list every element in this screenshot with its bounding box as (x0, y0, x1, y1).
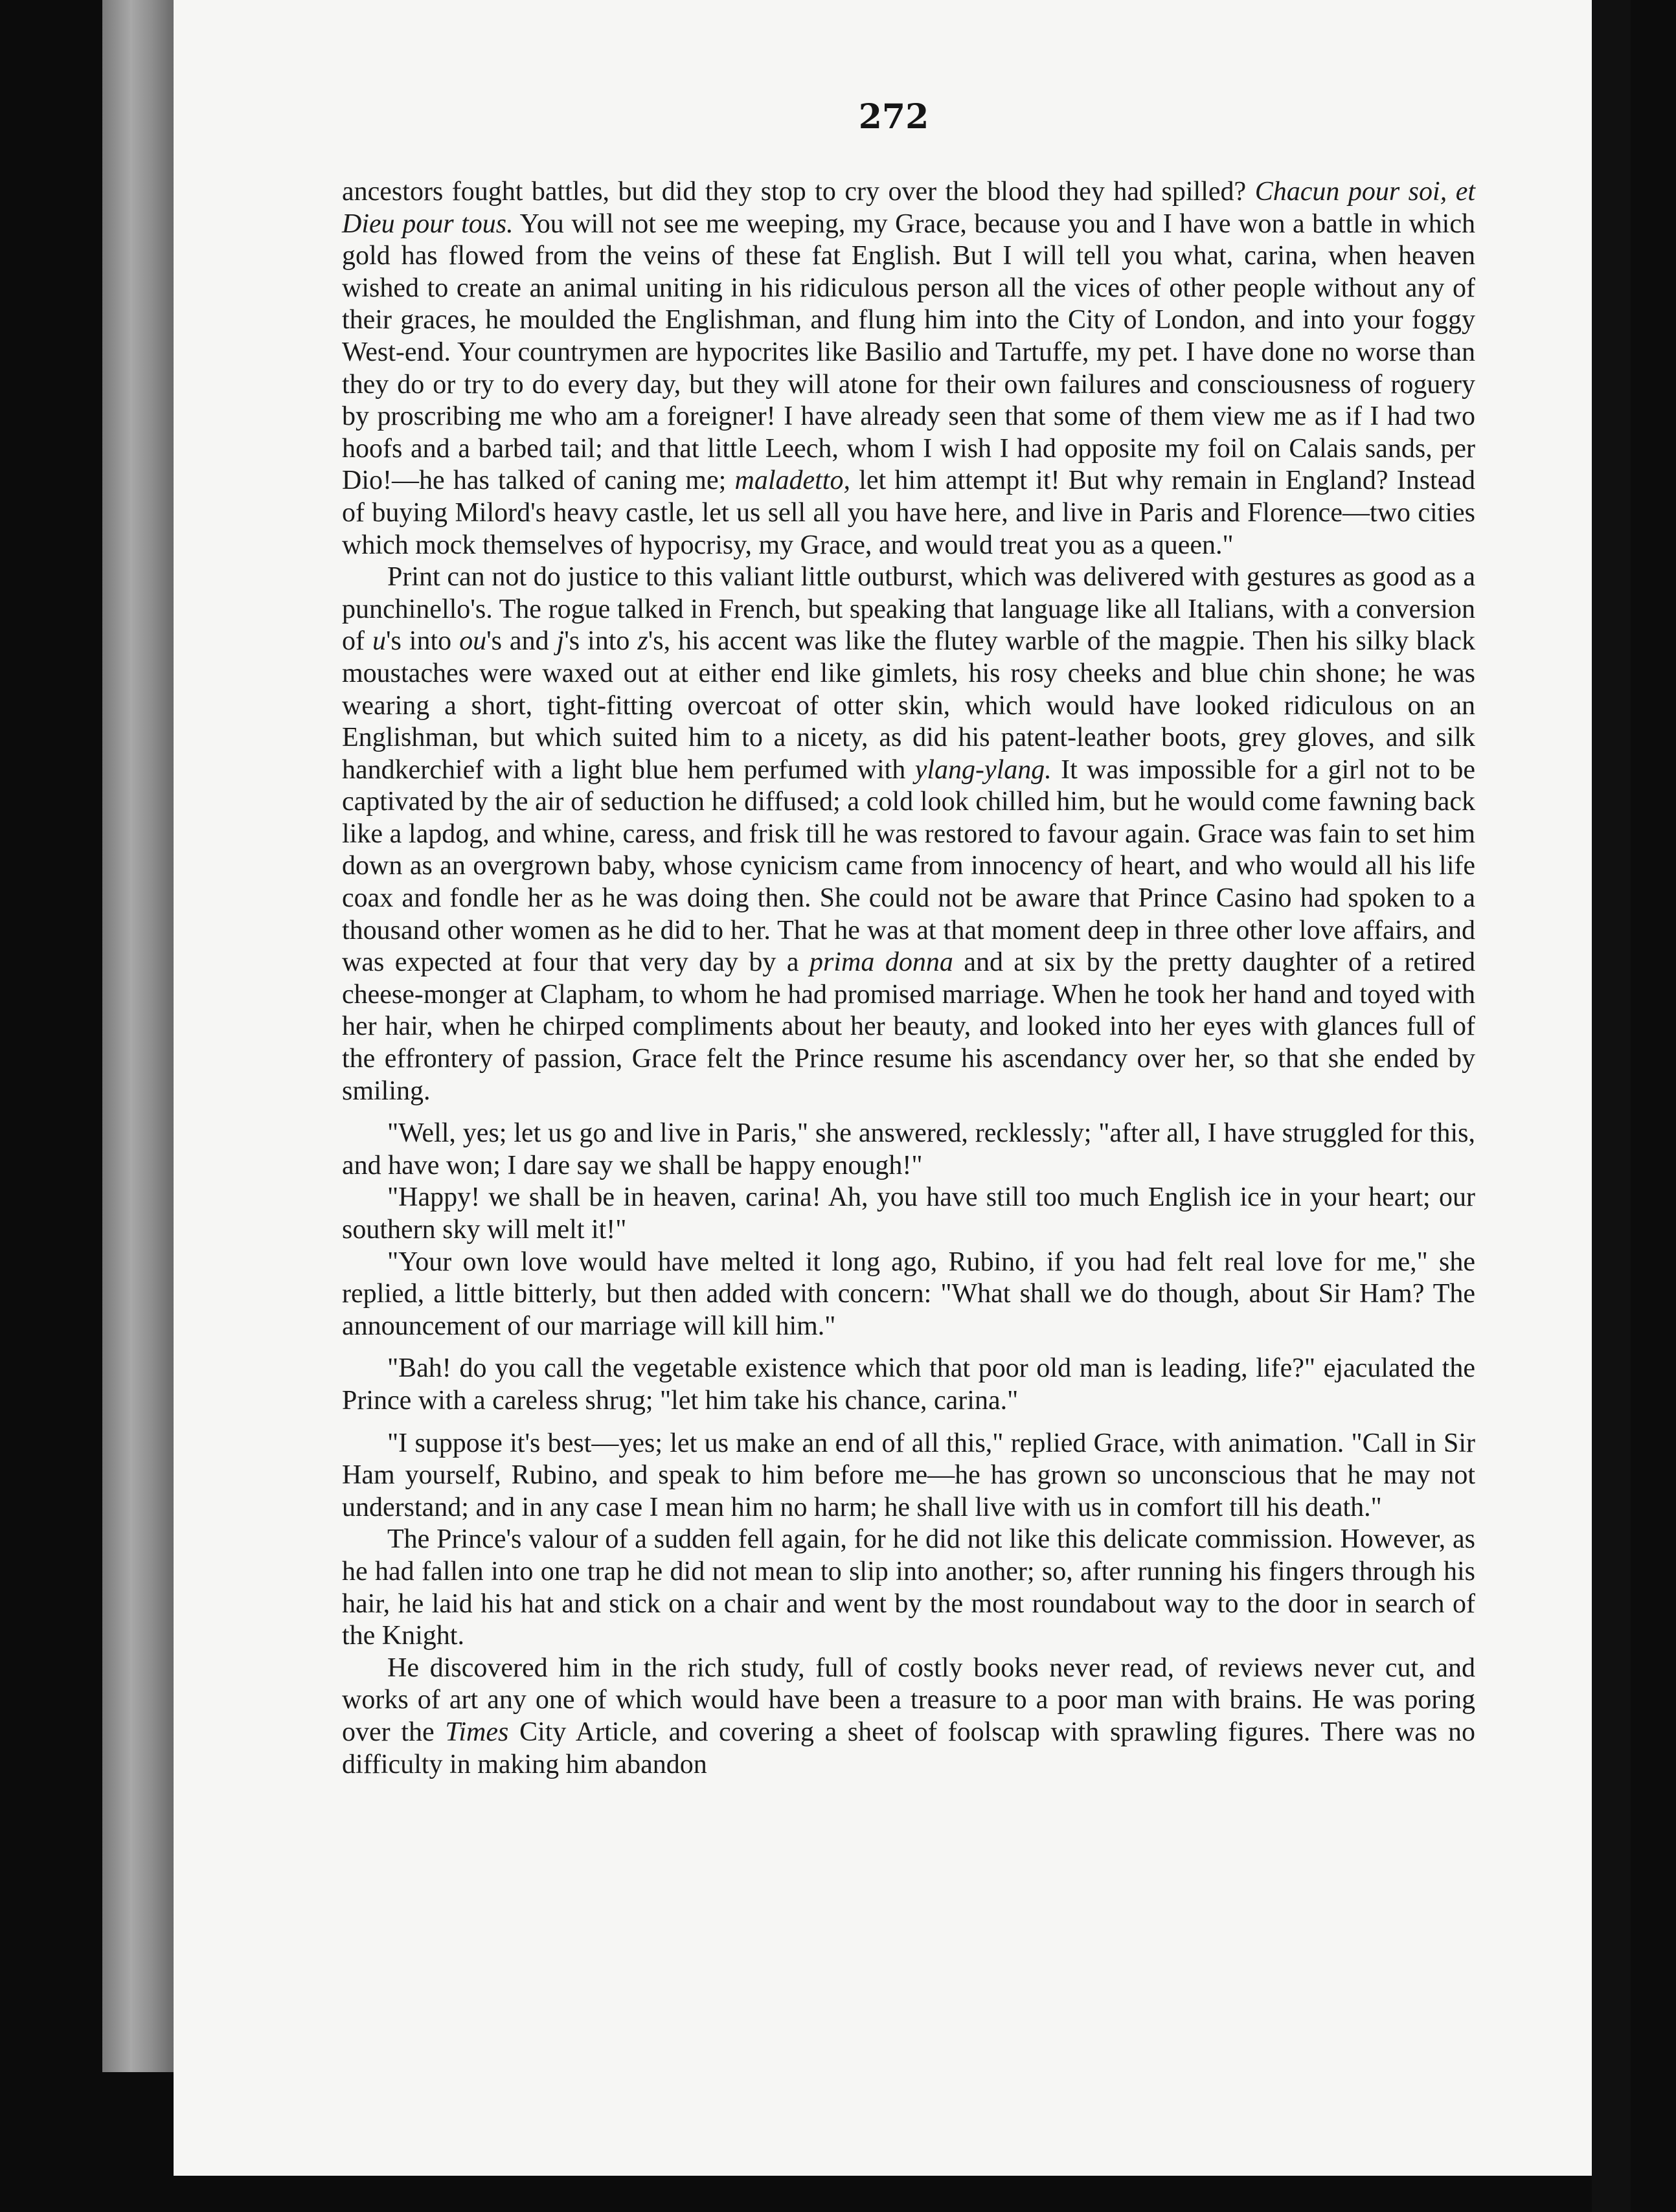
italic-text: z (637, 626, 648, 657)
paragraph (342, 1353, 1475, 1417)
facing-page-edge (1592, 0, 1631, 2212)
text-run: "Your own love would have melted it long ago, Rubino, if you had felt real love for me," she replied, a little bitterly, but then added with concern: "What shall we do though, about Sir Ham? The announcement of our marriage will kill him." (342, 1247, 1475, 1341)
paragraph (342, 1428, 1475, 1524)
italic-text: maladetto, (734, 466, 850, 496)
text-run: 's, his accent was like the flutey warble of the magpie. Then his silky black moustaches were waxed out at either end like gimlets, his rosy cheeks and blue chin shone; he was wearing a short, tight-fitting overcoat of otter skin, which would have looked ridiculous on an Englishman, but which suited him to a nicety, as did his patent-leather boots, grey gloves, and silk handkerchief with a light blue hem perfumed with (342, 626, 1476, 785)
text-run: let him attempt it! But why remain in England? Instead of buying Milord's heavy castle, let us sell all you have here, and live in Paris and Florence—two cities which mock themselves of hypocrisy, my Grace, and would treat you as a queen." (342, 466, 1476, 560)
paragraph (342, 1247, 1475, 1343)
paragraph (342, 1524, 1475, 1652)
body-text (342, 176, 1475, 1781)
text-run: It was impossible for a girl not to be captivated by the air of seduction he diffused; a cold look chilled him, but he would come fawning back like a lapdog, and whine, caress, and frisk till he was restored to favour again. Grace was fain to set him down as an overgrown baby, whose cynicism came from innocency of heart, and who would all his life coax and fondle her as he was doing then. She could not be aware that Prince Casino had spoken to a thousand other women as he did to her. That he was at that moment deep in three other love affairs, and was expected at four that very day by a (342, 754, 1475, 978)
book-spine-edge (102, 0, 174, 2072)
paragraph (342, 1653, 1475, 1781)
text-run: 's into (385, 626, 460, 657)
text-run: and at six by the pretty daughter of a retired cheese-monger at Clapham, to whom he had promised marriage. When he took her hand and toyed with her hair, when he chirped compliments about her beauty, and looked into her eyes with glances full of the effrontery of passion, Grace felt the Prince resume his ascendancy over her, so that she ended by smiling. (342, 947, 1475, 1106)
italic-text: j (556, 626, 565, 657)
italic-text: prima donna (810, 947, 953, 978)
page-number: 272 (858, 97, 929, 137)
italic-text: u (372, 626, 386, 657)
italic-text: ou (459, 626, 487, 657)
text-run: Print can not do justice to this valiant little outburst, which was delivered with gestures as good as a punchinello's. The rogue talked in French, but speaking that language like all Italians, with a conversion of (342, 562, 1475, 657)
paragraph (342, 1118, 1475, 1182)
text-run: 's and (486, 626, 557, 657)
text-run: ancestors fought battles, but did they stop to cry over the blood they had spilled? (342, 177, 1255, 207)
text-run: 's into (564, 626, 638, 657)
text-run: "Well, yes; let us go and live in Paris," she answered, recklessly; "after all, I have struggled for this, and have won; I dare say we shall be happy enough!" (342, 1118, 1475, 1180)
text-run: "Bah! do you call the vegetable existence which that poor old man is leading, life?" ejaculated the Prince with a careless shrug; "let him take his chance, carina." (342, 1353, 1475, 1416)
text-run: "Happy! we shall be in heaven, carina! Ah, you have still too much English ice in your heart; our southern sky will melt it!" (342, 1182, 1475, 1245)
text-run: City Article, and covering a sheet of foolscap with sprawling figures. There was no difficulty in making him abandon (342, 1717, 1475, 1779)
paragraph (342, 561, 1475, 1107)
italic-text: Chacun pour soi, et Dieu pour tous. (342, 177, 1476, 239)
text-run: He discovered him in the rich study, full of costly books never read, of reviews never cut, and works of art any one of which would have been a treasure to a poor man with brains. He was poring over the (342, 1653, 1475, 1747)
text-run: "I suppose it's best—yes; let us make an end of all this," replied Grace, with animation. "Call in Sir Ham yourself, Rubino, and speak to him before me—he has grown so unconscious that he may not understand; and in any case I mean him no harm; he shall live with us in comfort till his death." (342, 1428, 1475, 1522)
paragraph (342, 176, 1475, 561)
text-run: You will not see me weeping, my Grace, because you and I have won a battle in which gold has flowed from the veins of these fat English. But I will tell you what, carina, when heaven wished to create an animal uniting in his ridiculous person all the vices of other people without any of their graces, he moulded the Englishman, and flung him into the City of London, and into your foggy West-end. Your countrymen are hypocrites like Basilio and Tartuffe, my pet. I have done no worse than they do or try to do every day, but they will atone for their own failures and consciousness of roguery by proscribing me who am a foreigner! I have already seen that some of them view me as if I had two hoofs and a barbed tail; and that little Leech, whom I wish I had opposite my foil on Calais sands, per Dio!—he has talked of caning me; (342, 209, 1475, 496)
text-run: The Prince's valour of a sudden fell again, for he did not like this delicate commission. However, as he had fallen into one trap he did not mean to slip into another; so, after running his fingers through his hair, he laid his hat and stick on a chair and went by the most roundabout way to the door in search of the Knight. (342, 1524, 1475, 1651)
italic-text: Times (445, 1717, 509, 1747)
paragraph (342, 1182, 1475, 1246)
italic-text: ylang-ylang. (914, 754, 1052, 785)
